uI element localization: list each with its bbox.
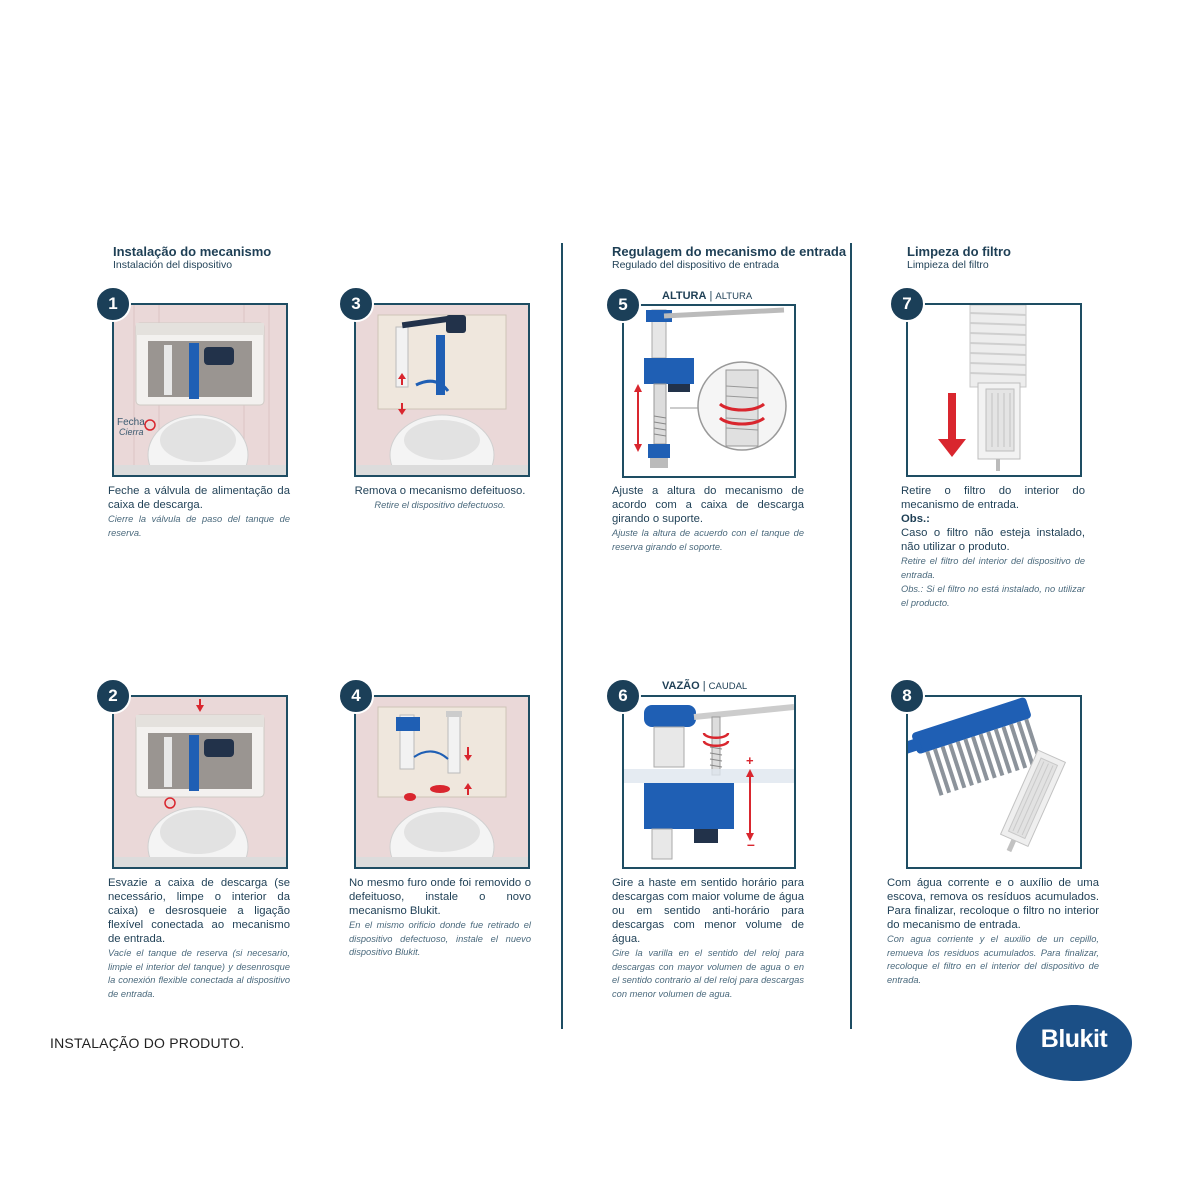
text-pt: Com água corrente e o auxílio de uma escova, remova os resíduos acumulados. Para finalizar, recoloque o filtro no interior do mecanismo de entrada.	[887, 877, 1099, 931]
step-4-illustration	[354, 695, 530, 869]
text-es: Retire el dispositivo defectuoso.	[374, 500, 506, 510]
step-3-illustration	[354, 303, 530, 477]
step-number-badge: 5	[605, 287, 641, 323]
obs-label: Obs.:	[901, 513, 930, 525]
step-5-description	[612, 484, 804, 554]
text-pt: Feche a válvula de alimentação da caixa de descarga.	[108, 485, 290, 511]
step-8-illustration	[906, 695, 1082, 869]
step-number-badge: 1	[95, 286, 131, 322]
step-3-description	[342, 484, 538, 513]
step-6-description	[612, 876, 804, 1001]
step-2-description	[108, 876, 290, 1001]
section-header-filter	[907, 244, 1011, 271]
text-pt: Retire o filtro do interior do mecanismo de entrada.	[901, 485, 1085, 511]
text-es: Con agua corriente y el auxilio de un cepillo, remueva los residuos acumulados. Para finalizar, recoloque el filtro en el interior del dispositivo de entrada.	[887, 934, 1099, 985]
svg-text:–: –	[747, 836, 755, 852]
section-title: Instalação do mecanismo	[113, 244, 272, 259]
section-subtitle: Limpieza del filtro	[907, 259, 989, 271]
text-es: Vacíe el tanque de reserva (si necesario, limpie el interior del tanque) y desenrosque la conexión flexible conectada al dispositivo de entrada.	[108, 948, 290, 999]
text-es: Ajuste la altura de acuerdo con el tanque de reserva girando el soporte.	[612, 528, 804, 552]
flow-adjust-illustration	[624, 697, 794, 867]
step-number-badge: 4	[338, 678, 374, 714]
step-7-description	[901, 484, 1085, 610]
text-pt: Esvazie a caixa de descarga (se necessário, limpe o interior da caixa) e desrosqueie a ligação flexível conectada ao mecanismo de entrada.	[108, 877, 290, 945]
step-number-badge: 6	[605, 678, 641, 714]
section-header-installation	[113, 244, 271, 271]
tank-empty-illustration	[114, 697, 286, 867]
section-subtitle: Instalación del dispositivo	[113, 259, 233, 271]
text-es: Gire la varilla en el sentido del reloj para descargas con mayor volumen de agua o en el sentido contrario al del reloj para descargas con menor volumen de agua.	[612, 948, 804, 999]
new-mechanism-illustration	[356, 697, 528, 867]
mechanism-removal-illustration	[356, 305, 528, 475]
blukit-logo	[1016, 1003, 1132, 1083]
height-label: ALTURA | ALTURA	[662, 290, 753, 302]
flow-label: VAZÃO | CAUDAL	[662, 680, 748, 692]
close-label-pt: Fecha	[117, 417, 145, 428]
step-1-illustration	[112, 303, 288, 477]
step-number-badge: 3	[338, 286, 374, 322]
step-6-illustration	[622, 695, 796, 869]
brand-name: Blukit	[1040, 1025, 1108, 1053]
step-2-illustration	[112, 695, 288, 869]
step-8-description	[887, 876, 1099, 987]
text-pt: Ajuste a altura do mecanismo de acordo com a caixa de descarga girando o suporte.	[612, 485, 804, 525]
text-pt-obs: Caso o filtro não esteja instalado, não utilizar o produto.	[901, 527, 1085, 553]
svg-text:+: +	[746, 753, 754, 768]
text-pt: Remova o mecanismo defeituoso.	[354, 485, 526, 497]
text-es-obs: Obs.: Si el filtro no está instalado, no utilizar el producto.	[901, 584, 1085, 608]
section-title: Limpeza do filtro	[907, 244, 1011, 259]
step-4-description	[349, 876, 531, 960]
toilet-tank-illustration	[114, 305, 286, 475]
height-adjust-illustration	[624, 306, 794, 476]
brush-cleaning-illustration	[908, 697, 1080, 867]
step-5-illustration	[622, 304, 796, 478]
text-es: Cierre la válvula de paso del tanque de reserva.	[108, 514, 290, 538]
step-1-description	[108, 484, 290, 540]
column-divider	[850, 243, 852, 1029]
text-pt: No mesmo furo onde foi removido o defeituoso, instale o novo mecanismo Blukit.	[349, 877, 531, 917]
filter-removal-illustration	[908, 305, 1080, 475]
step-number-badge: 7	[889, 286, 925, 322]
section-subtitle: Regulado del dispositivo de entrada	[612, 259, 779, 271]
text-es: En el mismo orificio donde fue retirado el dispositivo defectuoso, instale el nuevo dispositivo Blukit.	[349, 920, 531, 957]
footer-title: INSTALAÇÃO DO PRODUTO.	[50, 1035, 245, 1051]
step-number-badge: 2	[95, 678, 131, 714]
section-title: Regulagem do mecanismo de entrada	[612, 244, 847, 259]
text-es: Retire el filtro del interior del dispositivo de entrada.	[901, 556, 1085, 580]
step-number-badge: 8	[889, 678, 925, 714]
column-divider	[561, 243, 563, 1029]
close-label-es: Cierra	[119, 427, 144, 437]
step-7-illustration	[906, 303, 1082, 477]
section-header-regulation	[612, 244, 846, 271]
text-pt: Gire a haste em sentido horário para descargas com maior volume de água ou em sentido anti-horário para descargas com menor volume de água.	[612, 877, 804, 945]
